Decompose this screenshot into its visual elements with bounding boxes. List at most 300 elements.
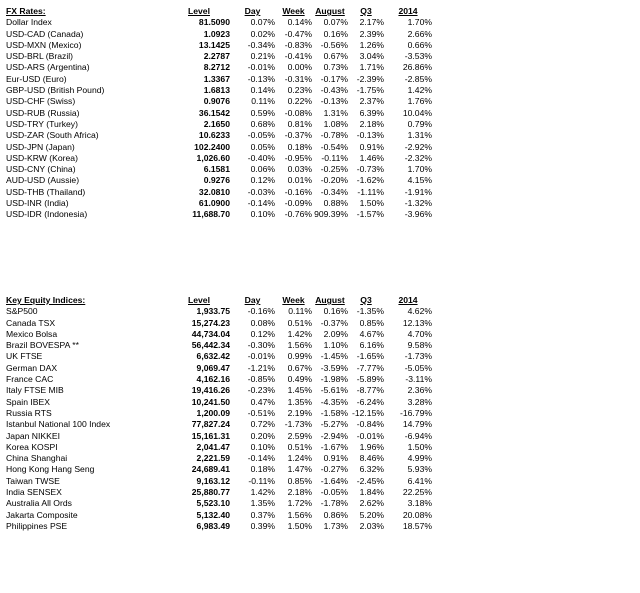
equity-week-header: Week	[282, 295, 305, 305]
quarter-cell: 1.46%	[359, 152, 384, 163]
level-cell: 0.9276	[203, 175, 230, 186]
quarter-cell: -0.73%	[356, 164, 384, 175]
level-cell: 1.3367	[203, 73, 230, 84]
level-cell: 6,632.42	[196, 351, 230, 362]
quarter-cell: -2.39%	[356, 73, 384, 84]
table-row	[6, 306, 432, 317]
day-cell: -0.51%	[247, 407, 275, 418]
row-label: USD-ZAR (South Africa)	[6, 130, 99, 141]
quarter-cell: -6.24%	[356, 396, 384, 407]
equity-quarter-header: Q3	[360, 295, 372, 305]
row-label: USD-RUB (Russia)	[6, 107, 80, 118]
table-row	[6, 476, 432, 487]
level-cell: 44,734.04	[191, 328, 230, 339]
week-cell: 1.56%	[287, 509, 312, 520]
month-cell: -0.78%	[320, 130, 348, 141]
quarter-cell: 4.67%	[359, 328, 384, 339]
fx-week-header: Week	[282, 6, 305, 16]
quarter-cell: -12.15%	[351, 407, 384, 418]
quarter-cell: -8.77%	[356, 385, 384, 396]
level-cell: 56,442.34	[191, 340, 230, 351]
day-cell: 0.21%	[250, 51, 275, 62]
ytd-cell: 1.50%	[407, 441, 432, 452]
fx-month-header: August	[315, 6, 345, 16]
level-cell: 102.2400	[194, 141, 230, 152]
row-label: Mexico Bolsa	[6, 328, 58, 339]
day-cell: 0.05%	[250, 141, 275, 152]
day-cell: 1.35%	[250, 498, 275, 509]
quarter-cell: -0.01%	[356, 430, 384, 441]
day-cell: 0.10%	[250, 441, 275, 452]
table-row	[6, 329, 432, 340]
table-row	[6, 442, 432, 453]
month-cell: -1.64%	[320, 475, 348, 486]
table-row	[6, 29, 432, 40]
day-cell: 1.42%	[250, 487, 275, 498]
row-label: USD-INR (India)	[6, 198, 69, 209]
quarter-cell: 0.91%	[359, 141, 384, 152]
week-cell: 0.99%	[287, 351, 312, 362]
month-cell: -4.35%	[320, 396, 348, 407]
row-label: USD-CHF (Swiss)	[6, 96, 76, 107]
level-cell: 61.0900	[198, 198, 230, 209]
month-cell: -0.37%	[320, 317, 348, 328]
row-label: Brazil BOVESPA **	[6, 340, 79, 351]
week-cell: -0.76%	[284, 209, 312, 220]
row-label: Taiwan TWSE	[6, 475, 60, 486]
table-row	[6, 464, 432, 475]
month-cell: -0.13%	[320, 96, 348, 107]
table-row	[6, 487, 432, 498]
month-cell: -5.61%	[320, 385, 348, 396]
table-row	[6, 119, 432, 130]
day-cell: -0.34%	[247, 39, 275, 50]
table-row	[6, 419, 432, 430]
ytd-cell: 4.15%	[407, 175, 432, 186]
level-cell: 32.0810	[198, 186, 230, 197]
table-row	[6, 385, 432, 396]
table-row	[6, 96, 432, 107]
quarter-cell: -1.75%	[356, 85, 384, 96]
month-cell: -0.43%	[320, 85, 348, 96]
ytd-cell: 3.18%	[407, 498, 432, 509]
quarter-cell: -1.35%	[356, 306, 384, 317]
month-cell: -0.17%	[320, 73, 348, 84]
ytd-cell: -6.94%	[404, 430, 432, 441]
row-label: France CAC	[6, 374, 54, 385]
day-cell: -0.01%	[247, 351, 275, 362]
row-label: USD-TRY (Turkey)	[6, 118, 78, 129]
month-cell: 0.73%	[323, 62, 348, 73]
table-row	[6, 498, 432, 509]
quarter-cell: 2.17%	[359, 17, 384, 28]
fx-ytd-header: 2014	[398, 6, 418, 16]
level-cell: 9,069.47	[196, 362, 230, 373]
day-cell: 0.06%	[250, 164, 275, 175]
quarter-cell: 1.50%	[359, 198, 384, 209]
fx-section-title: FX Rates:	[6, 6, 46, 16]
level-cell: 25,880.77	[191, 487, 230, 498]
level-cell: 77,827.24	[191, 419, 230, 430]
month-cell: 0.07%	[323, 17, 348, 28]
week-cell: -0.09%	[284, 198, 312, 209]
day-cell: 0.02%	[250, 28, 275, 39]
quarter-cell: -1.11%	[357, 186, 384, 197]
fx-rates-table	[6, 6, 432, 221]
day-cell: 0.47%	[250, 396, 275, 407]
month-cell: -3.59%	[320, 362, 348, 373]
week-cell: 0.85%	[287, 475, 312, 486]
week-cell: -0.08%	[284, 107, 312, 118]
equity-level-header: Level	[188, 295, 210, 305]
quarter-cell: -0.13%	[356, 130, 384, 141]
quarter-cell: -0.84%	[356, 419, 384, 430]
month-cell: -0.54%	[320, 141, 348, 152]
month-cell: 0.91%	[323, 453, 348, 464]
day-cell: 0.68%	[250, 118, 275, 129]
day-cell: 0.07%	[250, 17, 275, 28]
month-cell: 0.16%	[323, 306, 348, 317]
level-cell: 15,274.23	[191, 317, 230, 328]
level-cell: 81.5090	[198, 17, 230, 28]
table-row	[6, 74, 432, 85]
row-label: Jakarta Composite	[6, 509, 78, 520]
table-row	[6, 164, 432, 175]
month-cell: -1.78%	[320, 498, 348, 509]
level-cell: 1.6813	[203, 85, 230, 96]
table-row	[6, 431, 432, 442]
month-cell: 1.73%	[323, 520, 348, 531]
week-cell: 0.51%	[287, 317, 312, 328]
day-cell: -0.13%	[247, 73, 275, 84]
month-cell: -0.11%	[321, 152, 348, 163]
row-label: Dollar Index	[6, 17, 52, 28]
fx-day-header: Day	[244, 6, 261, 16]
day-cell: -0.05%	[247, 130, 275, 141]
ytd-cell: -1.32%	[404, 198, 432, 209]
level-cell: 2.2787	[203, 51, 230, 62]
day-cell: -0.85%	[247, 374, 275, 385]
row-label: Italy FTSE MIB	[6, 385, 64, 396]
equity-header-row	[6, 295, 432, 306]
quarter-cell: 6.16%	[359, 340, 384, 351]
week-cell: 1.47%	[287, 464, 312, 475]
ytd-cell: 22.25%	[402, 487, 432, 498]
month-cell: 0.86%	[323, 509, 348, 520]
week-cell: 2.18%	[287, 487, 312, 498]
quarter-cell: 2.18%	[359, 118, 384, 129]
quarter-cell: -2.45%	[356, 475, 384, 486]
ytd-cell: 2.66%	[407, 28, 432, 39]
ytd-cell: 1.31%	[407, 130, 432, 141]
table-row	[6, 453, 432, 464]
row-label: USD-CNY (China)	[6, 164, 76, 175]
row-label: USD-JPN (Japan)	[6, 141, 75, 152]
row-label: USD-KRW (Korea)	[6, 152, 78, 163]
week-cell: 0.22%	[287, 96, 312, 107]
week-cell: -0.37%	[284, 130, 312, 141]
row-label: German DAX	[6, 362, 58, 373]
level-cell: 6.1581	[203, 164, 230, 175]
table-row	[6, 374, 432, 385]
week-cell: -0.47%	[284, 28, 312, 39]
week-cell: 1.45%	[287, 385, 312, 396]
ytd-cell: 6.41%	[407, 475, 432, 486]
quarter-cell: 2.39%	[359, 28, 384, 39]
week-cell: 0.14%	[287, 17, 312, 28]
week-cell: 0.03%	[287, 164, 312, 175]
week-cell: 1.42%	[287, 328, 312, 339]
table-row	[6, 17, 432, 28]
ytd-cell: 1.70%	[407, 17, 432, 28]
day-cell: 0.72%	[250, 419, 275, 430]
table-row	[6, 510, 432, 521]
row-label: USD-ARS (Argentina)	[6, 62, 90, 73]
week-cell: -0.95%	[284, 152, 312, 163]
week-cell: 0.18%	[287, 141, 312, 152]
table-row	[6, 397, 432, 408]
month-cell: -0.05%	[320, 487, 348, 498]
row-label: Spain IBEX	[6, 396, 50, 407]
row-label: AUD-USD (Aussie)	[6, 175, 80, 186]
equity-indices-table	[6, 295, 432, 532]
quarter-cell: 3.04%	[359, 51, 384, 62]
day-cell: -0.30%	[247, 340, 275, 351]
ytd-cell: 20.08%	[402, 509, 432, 520]
week-cell: 0.67%	[287, 362, 312, 373]
ytd-cell: 0.79%	[407, 118, 432, 129]
ytd-cell: 4.99%	[407, 453, 432, 464]
row-label: Philippines PSE	[6, 520, 68, 531]
ytd-cell: -3.96%	[404, 209, 432, 220]
month-cell: -2.94%	[320, 430, 348, 441]
month-cell: -0.56%	[320, 39, 348, 50]
equity-section-title: Key Equity Indices:	[6, 295, 86, 305]
table-row	[6, 209, 432, 220]
week-cell: 1.24%	[287, 453, 312, 464]
day-cell: 0.11%	[251, 96, 275, 107]
level-cell: 13.1425	[198, 39, 230, 50]
quarter-cell: 6.39%	[359, 107, 384, 118]
table-row	[6, 130, 432, 141]
week-cell: -0.31%	[284, 73, 312, 84]
ytd-cell: -2.85%	[404, 73, 432, 84]
ytd-cell: 2.36%	[407, 385, 432, 396]
ytd-cell: 1.76%	[407, 96, 432, 107]
equity-ytd-header: 2014	[398, 295, 418, 305]
ytd-cell: -5.05%	[404, 362, 432, 373]
row-label: Australia All Ords	[6, 498, 72, 509]
row-label: S&P500	[6, 306, 38, 317]
equity-month-header: August	[315, 295, 345, 305]
week-cell: 1.56%	[287, 340, 312, 351]
quarter-cell: -7.77%	[356, 362, 384, 373]
week-cell: -0.41%	[284, 51, 312, 62]
table-row	[6, 198, 432, 209]
table-row	[6, 318, 432, 329]
week-cell: 0.01%	[287, 175, 312, 186]
day-cell: -0.14%	[247, 453, 275, 464]
ytd-cell: 14.79%	[402, 419, 432, 430]
quarter-cell: 0.85%	[359, 317, 384, 328]
ytd-cell: -2.92%	[404, 141, 432, 152]
row-label: USD-BRL (Brazil)	[6, 51, 74, 62]
day-cell: 0.14%	[250, 85, 275, 96]
table-row	[6, 153, 432, 164]
month-cell: 0.67%	[323, 51, 348, 62]
week-cell: 0.51%	[287, 441, 312, 452]
row-label: Russia RTS	[6, 407, 52, 418]
week-cell: 1.50%	[287, 520, 312, 531]
day-cell: 0.20%	[250, 430, 275, 441]
quarter-cell: 1.84%	[359, 487, 384, 498]
week-cell: 0.23%	[287, 85, 312, 96]
ytd-cell: 9.58%	[407, 340, 432, 351]
quarter-cell: 6.32%	[359, 464, 384, 475]
day-cell: -0.40%	[247, 152, 275, 163]
ytd-cell: -2.32%	[404, 152, 432, 163]
level-cell: 11,688.70	[192, 209, 230, 220]
row-label: Japan NIKKEI	[6, 430, 60, 441]
week-cell: 0.00%	[287, 62, 312, 73]
ytd-cell: -3.53%	[404, 51, 432, 62]
week-cell: 0.81%	[287, 118, 312, 129]
month-cell: -0.25%	[320, 164, 348, 175]
level-cell: 5,132.40	[196, 509, 230, 520]
row-label: USD-IDR (Indonesia)	[6, 209, 88, 220]
level-cell: 0.9076	[203, 96, 230, 107]
month-cell: 1.10%	[323, 340, 348, 351]
day-cell: -0.14%	[247, 198, 275, 209]
level-cell: 2,041.47	[196, 441, 230, 452]
level-cell: 1,933.75	[196, 306, 230, 317]
ytd-cell: -3.11%	[405, 374, 432, 385]
level-cell: 10,241.50	[191, 396, 230, 407]
week-cell: -0.16%	[284, 186, 312, 197]
ytd-cell: 1.70%	[407, 164, 432, 175]
week-cell: 2.19%	[287, 407, 312, 418]
level-cell: 10.6233	[198, 130, 230, 141]
level-cell: 15,161.31	[191, 430, 230, 441]
month-cell: -0.34%	[320, 186, 348, 197]
month-cell: 909.39%	[314, 209, 348, 220]
day-cell: 0.39%	[250, 520, 275, 531]
week-cell: 0.11%	[288, 306, 312, 317]
ytd-cell: 26.86%	[402, 62, 432, 73]
week-cell: 2.59%	[287, 430, 312, 441]
ytd-cell: 12.13%	[402, 317, 432, 328]
ytd-cell: -16.79%	[399, 407, 432, 418]
level-cell: 36.1542	[198, 107, 230, 118]
ytd-cell: 5.93%	[407, 464, 432, 475]
level-cell: 8.2712	[203, 62, 230, 73]
week-cell: -1.73%	[284, 419, 312, 430]
month-cell: -1.45%	[320, 351, 348, 362]
day-cell: 0.59%	[250, 107, 275, 118]
row-label: USD-MXN (Mexico)	[6, 39, 82, 50]
row-label: USD-CAD (Canada)	[6, 28, 84, 39]
day-cell: 0.08%	[250, 317, 275, 328]
quarter-cell: 1.71%	[359, 62, 384, 73]
row-label: GBP-USD (British Pound)	[6, 85, 105, 96]
table-row	[6, 175, 432, 186]
table-row	[6, 40, 432, 51]
ytd-cell: 4.70%	[407, 328, 432, 339]
level-cell: 6,983.49	[196, 520, 230, 531]
ytd-cell: 0.66%	[407, 39, 432, 50]
level-cell: 19,416.26	[191, 385, 230, 396]
ytd-cell: -1.73%	[404, 351, 432, 362]
quarter-cell: 2.62%	[359, 498, 384, 509]
fx-quarter-header: Q3	[360, 6, 372, 16]
level-cell: 2.1650	[203, 118, 230, 129]
row-label: UK FTSE	[6, 351, 43, 362]
fx-level-header: Level	[188, 6, 210, 16]
level-cell: 1,200.09	[196, 407, 230, 418]
month-cell: -0.20%	[320, 175, 348, 186]
table-row	[6, 85, 432, 96]
row-label: Canada TSX	[6, 317, 56, 328]
week-cell: -0.83%	[284, 39, 312, 50]
table-row	[6, 408, 432, 419]
table-row	[6, 340, 432, 351]
equity-day-header: Day	[244, 295, 261, 305]
quarter-cell: 2.03%	[359, 520, 384, 531]
month-cell: -5.27%	[320, 419, 348, 430]
month-cell: 0.16%	[323, 28, 348, 39]
week-cell: 1.35%	[287, 396, 312, 407]
month-cell: 2.09%	[323, 328, 348, 339]
quarter-cell: 1.26%	[359, 39, 384, 50]
month-cell: -1.98%	[320, 374, 348, 385]
ytd-cell: 18.57%	[402, 520, 432, 531]
day-cell: 0.37%	[250, 509, 275, 520]
level-cell: 1.0923	[203, 28, 230, 39]
day-cell: -1.21%	[247, 362, 275, 373]
quarter-cell: 2.37%	[359, 96, 384, 107]
row-label: India SENSEX	[6, 487, 62, 498]
month-cell: 1.08%	[323, 118, 348, 129]
ytd-cell: 3.28%	[407, 396, 432, 407]
day-cell: -0.11%	[248, 475, 275, 486]
level-cell: 24,689.41	[191, 464, 230, 475]
day-cell: 0.10%	[250, 209, 275, 220]
quarter-cell: 1.96%	[359, 441, 384, 452]
level-cell: 4,162.16	[196, 374, 230, 385]
level-cell: 1,026.60	[196, 152, 230, 163]
table-row	[6, 363, 432, 374]
month-cell: -1.58%	[320, 407, 348, 418]
day-cell: -0.03%	[247, 186, 275, 197]
quarter-cell: -1.65%	[356, 351, 384, 362]
day-cell: -0.23%	[247, 385, 275, 396]
table-row	[6, 62, 432, 73]
row-label: China Shanghai	[6, 453, 68, 464]
ytd-cell: 1.42%	[407, 85, 432, 96]
quarter-cell: 5.20%	[359, 509, 384, 520]
day-cell: -0.16%	[247, 306, 275, 317]
fx-rates-body	[6, 6, 432, 221]
month-cell: -0.27%	[320, 464, 348, 475]
table-row	[6, 521, 432, 532]
row-label: USD-THB (Thailand)	[6, 186, 86, 197]
month-cell: 0.88%	[323, 198, 348, 209]
day-cell: 0.12%	[250, 175, 275, 186]
equity-indices-body	[6, 295, 432, 532]
table-row	[6, 351, 432, 362]
month-cell: -1.67%	[320, 441, 348, 452]
day-cell: -0.01%	[247, 62, 275, 73]
